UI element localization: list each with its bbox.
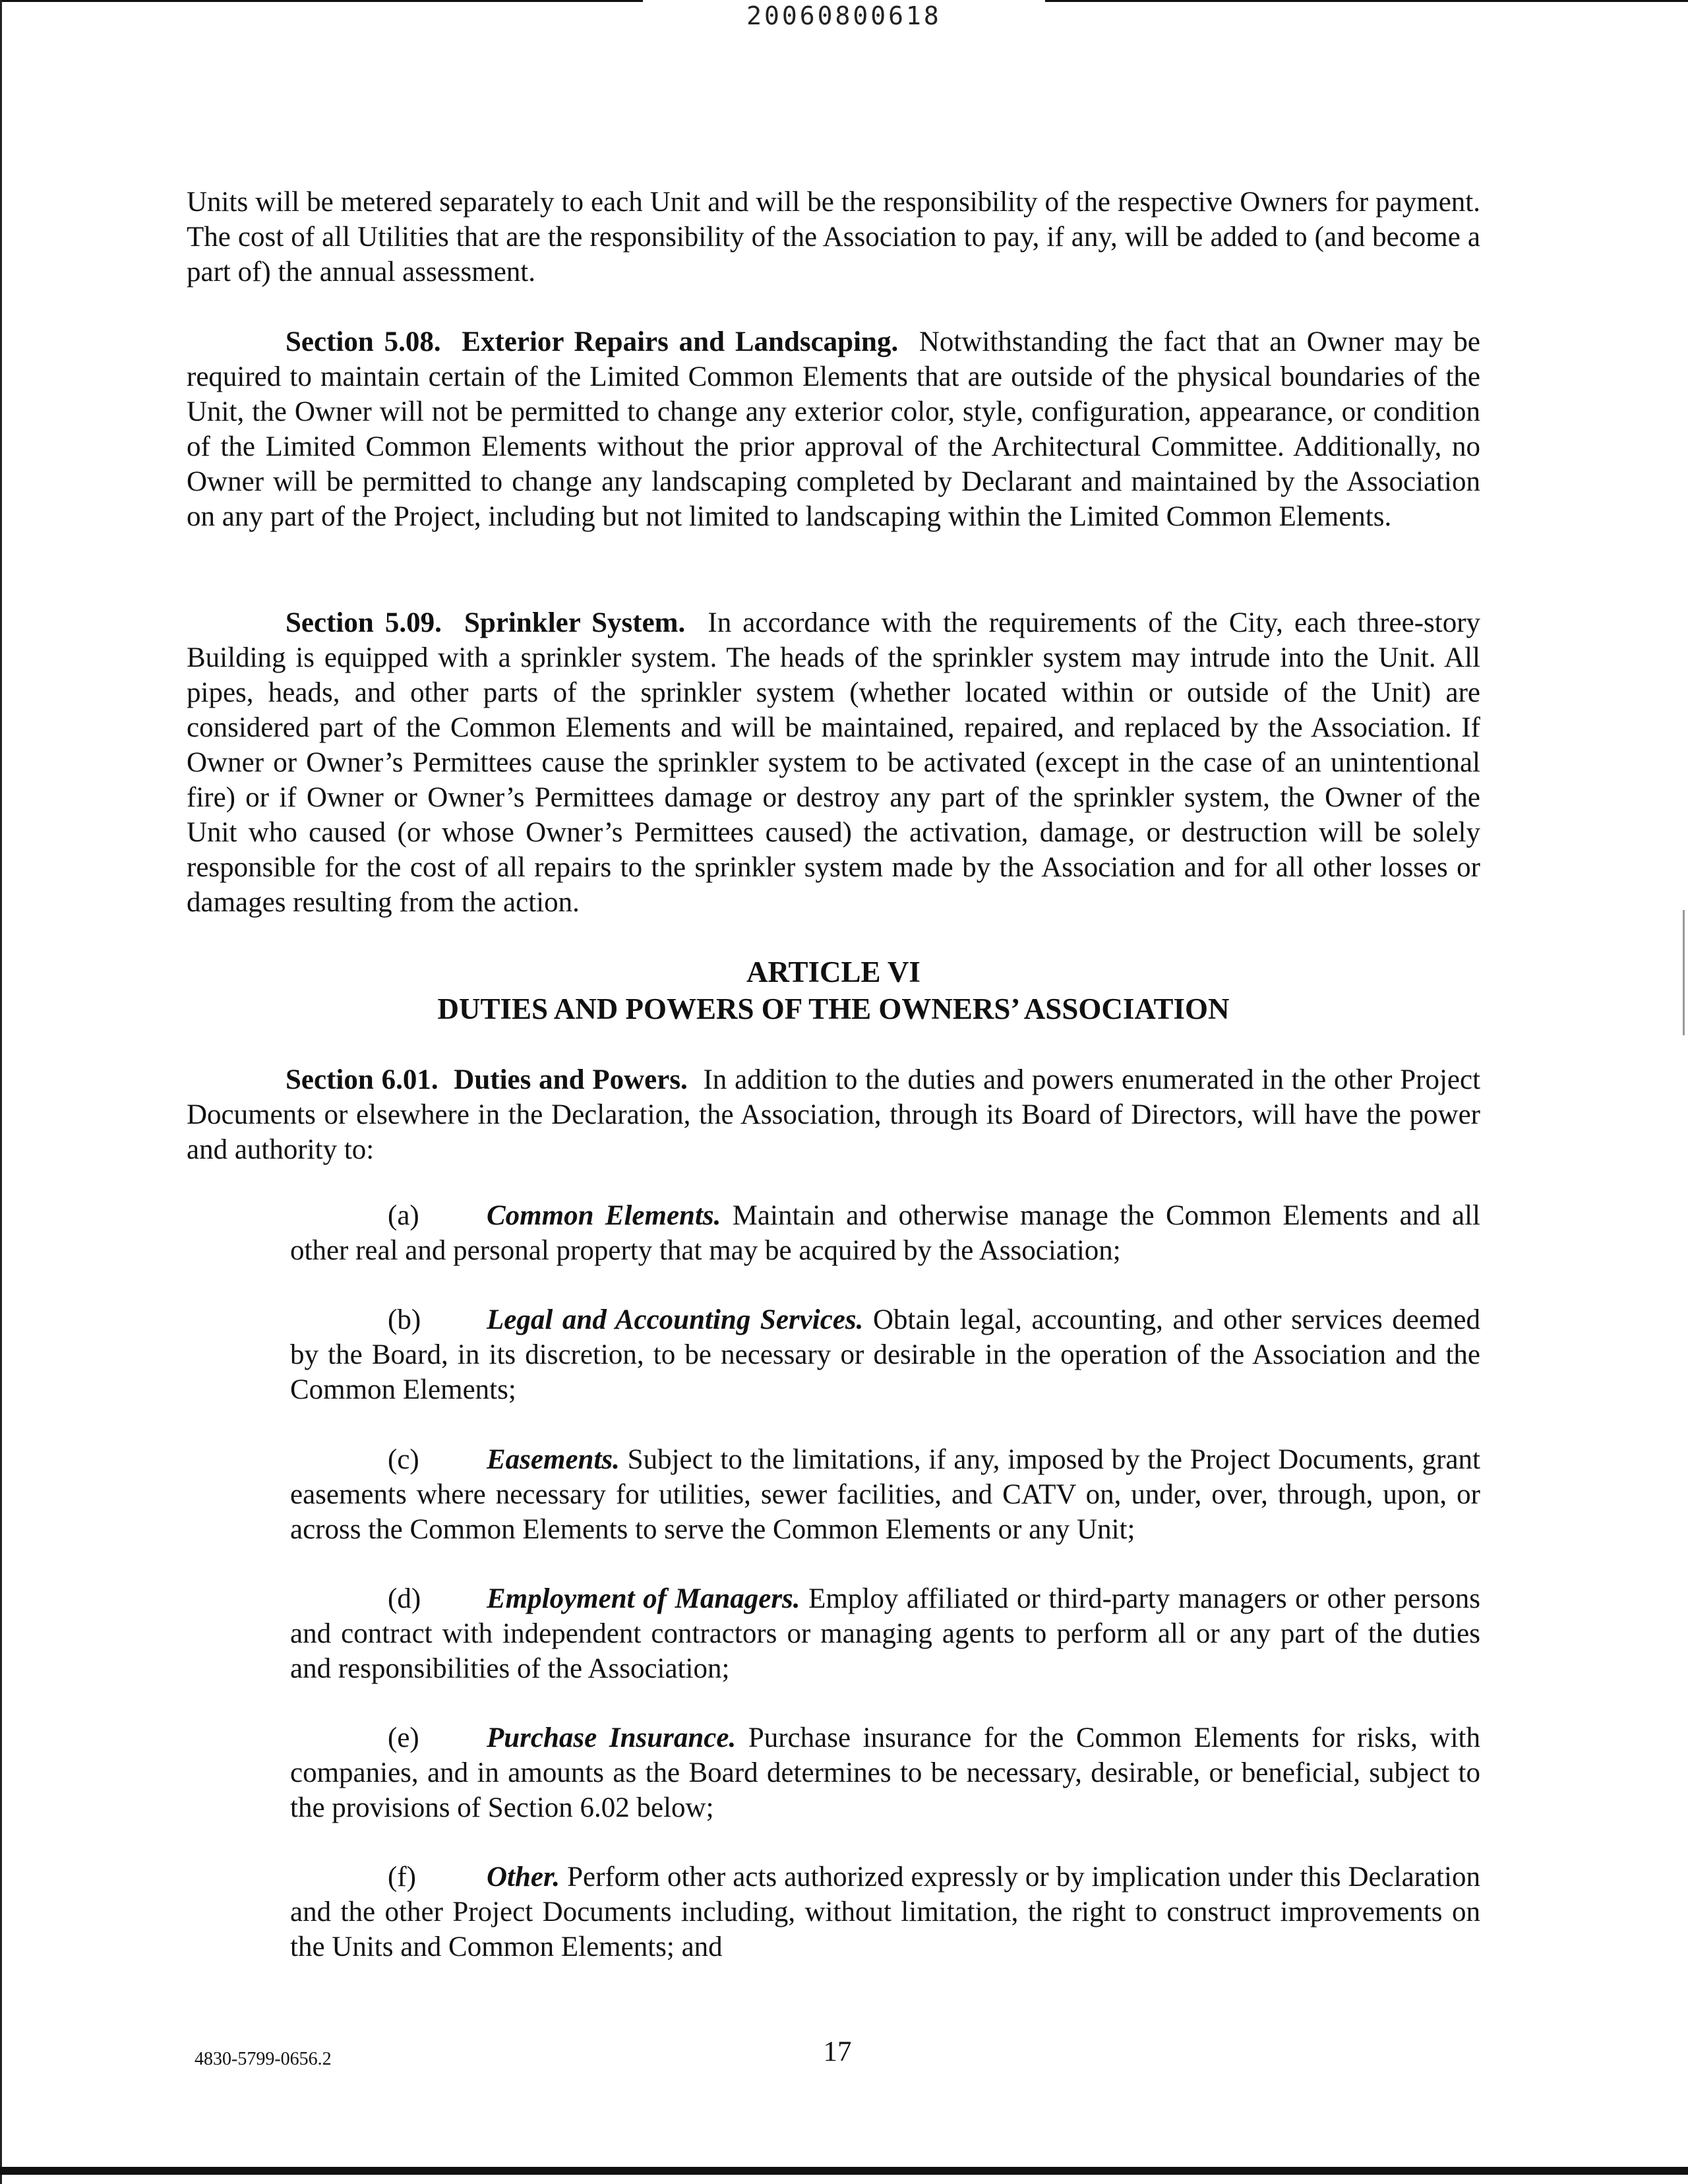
item-body: Purchase insurance for the Common Elements for risks, with companies, and in amounts as the Board determines to be necessary, desirable, or beneficial, subject to the provisions of Section 6.02 below; xyxy=(290,1722,1480,1823)
footer-doc-id: 4830-5799-0656.2 xyxy=(195,2049,332,2069)
item-title: Common Elements. xyxy=(487,1200,721,1231)
item-body: Maintain and otherwise manage the Common Elements and all other real and personal property that may be acquired by the Association; xyxy=(290,1200,1481,1266)
list-item-c xyxy=(290,1442,1480,1547)
item-label: (e) xyxy=(388,1722,419,1753)
item-title: Easements. xyxy=(487,1444,620,1475)
scan-bottom-border xyxy=(0,2167,1688,2175)
section-body: In accordance with the requirements of the City, each three-story Building is equipped with a sprinkler system. The heads of the sprinkler system may intrude into the Unit. All pipes, heads, and other parts of the sprinkler system (whether located within or outside of the Unit) are considered part of the Common Elements and will be maintained, repaired, and replaced by the Association. If Owner or Owner’s Permittees cause the sprinkler system to be activated (except in the case of an unintentional fire) or if Owner or Owner’s Permittees damage or destroy any part of the sprinkler system, the Owner of the Unit who caused (or whose Owner’s Permittees caused) the activation, damage, or destruction will be solely responsible for the cost of all repairs to the sprinkler system made by the Association and for all other losses or damages resulting from the action. xyxy=(187,607,1481,918)
scan-right-mark xyxy=(1683,910,1685,1035)
scan-left-edge xyxy=(0,0,2,2184)
intro-text: Units will be metered separately to each Unit and will be the responsibility of the respective Owners for payment. The cost of all Utilities that are the responsibility of the Association to pay, if any, will be added to (and become a part of) the annual assessment. xyxy=(187,187,1480,288)
section-number: Section 6.01. xyxy=(286,1064,438,1095)
section-5-08 xyxy=(187,324,1480,534)
article-subtitle: DUTIES AND POWERS OF THE OWNERS’ ASSOCIATION xyxy=(437,992,1230,1025)
section-number: Section 5.08. xyxy=(286,326,441,357)
item-label: (f) xyxy=(388,1862,416,1893)
section-title: Duties and Powers. xyxy=(454,1064,688,1095)
intro-paragraph xyxy=(187,185,1480,289)
article-title: ARTICLE VI xyxy=(746,956,920,988)
section-number: Section 5.09. xyxy=(286,607,442,638)
item-title: Legal and Accounting Services. xyxy=(487,1304,864,1335)
list-item-d xyxy=(290,1581,1480,1686)
scan-number: 20060800618 xyxy=(746,1,942,30)
page-number: 17 xyxy=(823,2036,852,2067)
item-title: Purchase Insurance. xyxy=(487,1722,737,1753)
list-item-a xyxy=(290,1198,1480,1268)
item-body: Subject to the limitations, if any, imposed by the Project Documents, grant easements where necessary for utilities, sewer facilities, and CATV on, under, over, through, upon, or across the Common Elements to serve the Common Elements or any Unit; xyxy=(290,1444,1480,1545)
section-body: Notwithstanding the fact that an Owner may be required to maintain certain of the Limited Common Elements that are outside of the physical boundaries of the Unit, the Owner will not be permitted to change any exterior color, style, configuration, appearance, or condition of the Limited Common Elements without the prior approval of the Architectural Committee. Additionally, no Owner will be permitted to change any landscaping completed by Declarant and maintained by the Association on any part of the Project, including but not limited to landscaping within the Limited Common Elements. xyxy=(187,326,1481,532)
item-title: Employment of Managers. xyxy=(487,1583,800,1614)
item-title: Other. xyxy=(487,1862,560,1893)
section-body: In addition to the duties and powers enumerated in the other Project Documents or elsewhere in the Declaration, the Association, through its Board of Directors, will have the power and authority to: xyxy=(187,1064,1481,1165)
section-6-01 xyxy=(187,1062,1480,1167)
item-label: (a) xyxy=(388,1200,419,1231)
item-body: Obtain legal, accounting, and other services deemed by the Board, in its discretion, to be necessary or desirable in the operation of the Association and the Common Elements; xyxy=(290,1304,1480,1405)
item-label: (b) xyxy=(388,1304,421,1335)
item-body: Employ affiliated or third-party managers or other persons and contract with independent contractors or managing agents to perform all or any part of the duties and responsibilities of the Association; xyxy=(290,1583,1480,1684)
list-item-f xyxy=(290,1860,1480,1964)
section-title: Exterior Repairs and Landscaping. xyxy=(462,326,899,357)
item-label: (c) xyxy=(388,1444,419,1475)
item-body: Perform other acts authorized expressly or by implication under this Declaration and the other Project Documents including, without limitation, the right to construct improvements on the Units and Common Elements; and xyxy=(290,1862,1480,1962)
list-item-b xyxy=(290,1302,1480,1407)
section-5-09 xyxy=(187,605,1480,920)
article-heading xyxy=(187,954,1480,1027)
item-label: (d) xyxy=(388,1583,421,1614)
list-item-e xyxy=(290,1720,1480,1825)
section-title: Sprinkler System. xyxy=(464,607,686,638)
